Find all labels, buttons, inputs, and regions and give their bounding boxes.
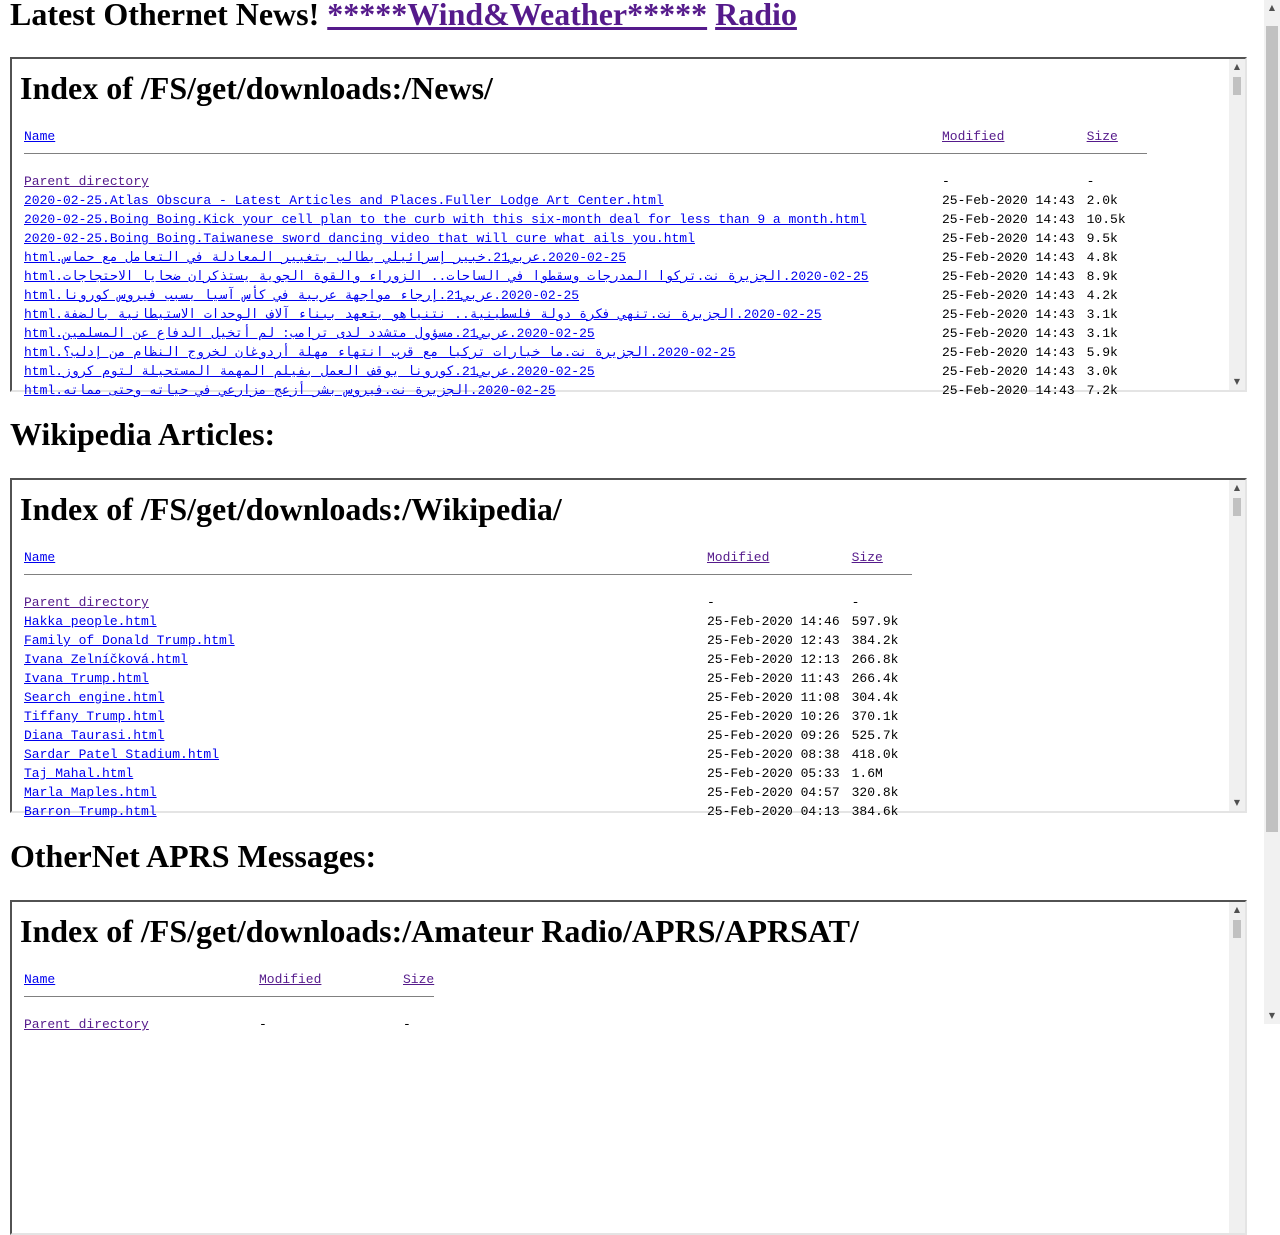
name-cell — [20, 324, 930, 343]
aprs-file-table — [20, 972, 434, 1034]
col-size-header[interactable] — [1075, 129, 1147, 153]
name-cell — [20, 631, 695, 650]
size-cell: 3.1k — [1086, 307, 1118, 322]
wikipedia-frame-scrollbar[interactable] — [1229, 480, 1245, 811]
name-cell — [20, 1015, 247, 1034]
sort-by-modified-link[interactable]: Modified — [942, 129, 1005, 144]
page-scroll-down-arrow-icon[interactable]: ▼ — [1268, 1011, 1276, 1020]
news-heading-text: Latest Othernet News! — [10, 0, 320, 32]
file-link[interactable]: Family_of_Donald_Trump.html — [24, 633, 235, 648]
parent-directory-row[interactable] — [20, 593, 912, 612]
file-link[interactable]: Search_engine.html — [24, 690, 165, 705]
table-row[interactable] — [20, 612, 912, 631]
file-link[interactable]: 2020-02-25.عربي21.خبير إسرائيلي يطالب بتغيير المعادلة في التعامل مع حماس.html — [24, 250, 626, 265]
modified-cell: 25-Feb-2020 14:46 — [707, 614, 840, 629]
modified-cell: 25-Feb-2020 14:43 — [942, 193, 1075, 208]
table-row[interactable] — [20, 362, 1147, 381]
size-cell: - — [1086, 174, 1095, 189]
aprs-index-title: Index of /FS/get/downloads:/Amateur Radio/APRS/APRSAT/ — [20, 913, 859, 949]
size-cell: 266.8k — [851, 652, 899, 667]
name-cell — [20, 286, 930, 305]
name-cell — [20, 191, 930, 210]
size-cell: 9.5k — [1086, 231, 1118, 246]
modified-cell: 25-Feb-2020 11:43 — [707, 671, 840, 686]
parent-directory-link[interactable]: Parent directory — [24, 1017, 149, 1032]
size-cell: 266.4k — [851, 671, 899, 686]
table-header-row — [20, 972, 434, 996]
col-size-header[interactable] — [840, 550, 912, 574]
modified-cell: 25-Feb-2020 14:43 — [942, 383, 1075, 398]
name-cell — [20, 745, 695, 764]
wikipedia-index-title: Index of /FS/get/downloads:/Wikipedia/ — [20, 491, 562, 527]
modified-cell: 25-Feb-2020 14:43 — [942, 307, 1075, 322]
size-cell: 10.5k — [1086, 212, 1126, 227]
name-cell — [20, 362, 930, 381]
file-link[interactable]: 2020-02-25.الجزيرة نت.تركوا المدرجات وسقطوا في الساحات.. الزوراء والقوة الجوية يستذكران ضحايا الاحتجاجات.html — [24, 269, 869, 284]
file-link[interactable]: 2020-02-25.الجزيرة نت.تنهي فكرة دولة فلسطينية.. نتنياهو يتعهد ببناء آلاف الوحدات الاستيطانية بالضفة.html — [24, 307, 822, 322]
modified-cell: 25-Feb-2020 11:08 — [707, 690, 840, 705]
table-row[interactable] — [20, 688, 912, 707]
modified-cell: 25-Feb-2020 14:43 — [942, 288, 1075, 303]
file-link[interactable]: 2020-02-25.عربي21.إرجاء مواجهة عربية في كأس آسيا بسبب فيروس كورونا.html — [24, 288, 580, 303]
size-cell: 384.6k — [851, 804, 899, 819]
table-row[interactable] — [20, 783, 912, 802]
name-cell — [20, 229, 930, 248]
size-cell: 304.4k — [851, 690, 899, 705]
file-link[interactable]: 2020-02-25.Boing Boing.Taiwanese sword dancing video that will cure what ails you.html — [24, 231, 695, 246]
table-row[interactable] — [20, 745, 912, 764]
file-link[interactable]: 2020-02-25.الجزيرة نت.فيروس بشر أزعج مزارعي في حياته وحتى مماته.html — [24, 383, 556, 398]
scroll-thumb[interactable] — [1233, 498, 1241, 516]
sort-by-modified-link[interactable]: Modified — [707, 550, 770, 565]
size-cell: 3.0k — [1086, 364, 1118, 379]
size-cell: - — [851, 595, 860, 610]
name-cell — [20, 802, 695, 821]
wind-weather-link[interactable]: *****Wind&Weather***** — [327, 0, 708, 32]
modified-cell: 25-Feb-2020 09:26 — [707, 728, 840, 743]
file-link[interactable]: 2020-02-25.Atlas Obscura - Latest Articles and Places.Fuller Lodge Art Center.html — [24, 193, 664, 208]
modified-cell: 25-Feb-2020 08:38 — [707, 747, 840, 762]
table-row[interactable] — [20, 726, 912, 745]
size-cell: 418.0k — [851, 747, 899, 762]
size-cell: 2.0k — [1086, 193, 1118, 208]
file-link[interactable]: 2020-02-25.عربي21.مسؤول متشدد لدى ترامب: لم أتخيل الدفاع عن المسلمين.html — [24, 326, 595, 341]
sort-by-name-link[interactable]: Name — [24, 550, 56, 565]
page-scroll-up-arrow-icon[interactable]: ▲ — [1268, 3, 1276, 12]
modified-cell: 25-Feb-2020 14:43 — [942, 364, 1075, 379]
scroll-thumb[interactable] — [1233, 920, 1241, 938]
scroll-thumb[interactable] — [1233, 77, 1241, 95]
name-cell — [20, 726, 695, 745]
name-cell — [20, 764, 695, 783]
table-row[interactable] — [20, 343, 1147, 362]
col-modified-header[interactable] — [247, 972, 391, 996]
table-row[interactable] — [20, 267, 1147, 286]
header-rule — [20, 153, 1147, 172]
scroll-down-arrow-icon[interactable]: ▼ — [1233, 798, 1241, 807]
wikipedia-heading: Wikipedia Articles: — [10, 416, 276, 452]
file-link[interactable]: Marla_Maples.html — [24, 785, 157, 800]
file-link[interactable]: Taj_Mahal.html — [24, 766, 134, 781]
header-rule — [20, 996, 434, 1015]
modified-cell: 25-Feb-2020 14:43 — [942, 250, 1075, 265]
name-cell — [20, 612, 695, 631]
size-cell: 1.6M — [851, 766, 883, 781]
size-cell: 7.2k — [1086, 383, 1118, 398]
modified-cell: 25-Feb-2020 10:26 — [707, 709, 840, 724]
name-cell — [20, 650, 695, 669]
table-row[interactable] — [20, 210, 1147, 229]
sort-by-name-link[interactable]: Name — [24, 129, 56, 144]
modified-cell: 25-Feb-2020 05:33 — [707, 766, 840, 781]
name-cell — [20, 248, 930, 267]
news-index-content — [12, 59, 1229, 398]
modified-cell: 25-Feb-2020 12:13 — [707, 652, 840, 667]
name-cell — [20, 210, 930, 229]
table-row[interactable] — [20, 305, 1147, 324]
size-cell: 3.1k — [1086, 326, 1118, 341]
size-cell: 4.2k — [1086, 288, 1118, 303]
size-cell: 597.9k — [851, 614, 899, 629]
aprs-index-frame[interactable] — [10, 900, 1247, 1235]
col-modified-header[interactable] — [930, 129, 1075, 153]
news-frame-scrollbar[interactable] — [1229, 59, 1245, 390]
table-row[interactable] — [20, 764, 912, 783]
file-link[interactable]: Hakka_people.html — [24, 614, 157, 629]
table-row[interactable] — [20, 191, 1147, 210]
parent-directory-link[interactable]: Parent directory — [24, 595, 149, 610]
name-cell — [20, 381, 930, 400]
size-cell: - — [403, 1017, 411, 1032]
name-cell — [20, 172, 930, 191]
col-name-header[interactable] — [20, 550, 695, 574]
name-cell — [20, 707, 695, 726]
file-link[interactable]: Diana_Taurasi.html — [24, 728, 165, 743]
modified-cell: 25-Feb-2020 04:13 — [707, 804, 840, 819]
news-index-title: Index of /FS/get/downloads:/News/ — [20, 70, 493, 106]
table-row[interactable] — [20, 324, 1147, 343]
name-cell — [20, 783, 695, 802]
news-file-table — [20, 129, 1147, 400]
sort-by-name-link[interactable]: Name — [24, 972, 56, 987]
table-row[interactable] — [20, 248, 1147, 267]
size-cell: 4.8k — [1086, 250, 1118, 265]
header-rule — [20, 574, 912, 593]
file-link[interactable]: 2020-02-25.عربي21.كورونا يوقف العمل بفيلم المهمة المستحيلة لتوم كروز.html — [24, 364, 595, 379]
wikipedia-index-frame[interactable] — [10, 478, 1247, 819]
scroll-up-arrow-icon[interactable]: ▲ — [1233, 483, 1241, 492]
sort-by-modified-link[interactable]: Modified — [259, 972, 322, 987]
news-heading — [10, 0, 797, 32]
modified-cell: 25-Feb-2020 14:43 — [942, 269, 1075, 284]
file-link[interactable]: 2020-02-25.Boing Boing.Kick your cell plan to the curb with this six-month deal for less than 9 a month.html — [24, 212, 867, 227]
name-cell — [20, 688, 695, 707]
table-row[interactable] — [20, 707, 912, 726]
name-cell — [20, 593, 695, 612]
table-header-row — [20, 129, 1147, 153]
file-link[interactable]: Barron_Trump.html — [24, 804, 157, 819]
size-cell: 320.8k — [851, 785, 899, 800]
table-row[interactable] — [20, 669, 912, 688]
wikipedia-index-content — [12, 480, 1229, 819]
size-cell: 8.9k — [1086, 269, 1118, 284]
scroll-down-arrow-icon[interactable]: ▼ — [1233, 377, 1241, 386]
table-row[interactable] — [20, 381, 1147, 400]
name-cell — [20, 267, 930, 286]
parent-directory-row[interactable] — [20, 172, 1147, 191]
scroll-up-arrow-icon[interactable]: ▲ — [1233, 905, 1241, 914]
file-link[interactable]: Ivana_Trump.html — [24, 671, 149, 686]
modified-cell: - — [259, 1017, 267, 1032]
size-cell: 5.9k — [1086, 345, 1118, 360]
sort-by-size-link[interactable]: Size — [1086, 129, 1118, 144]
aprs-index-content — [12, 902, 1229, 1233]
name-cell — [20, 669, 695, 688]
name-cell — [20, 343, 930, 362]
col-size-header[interactable] — [391, 972, 434, 996]
aprs-frame-scrollbar[interactable] — [1229, 902, 1245, 1233]
table-header-row — [20, 550, 912, 574]
scroll-up-arrow-icon[interactable]: ▲ — [1233, 62, 1241, 71]
file-link[interactable]: Tiffany_Trump.html — [24, 709, 165, 724]
modified-cell: 25-Feb-2020 04:57 — [707, 785, 840, 800]
table-row[interactable] — [20, 229, 1147, 248]
modified-cell: 25-Feb-2020 14:43 — [942, 326, 1075, 341]
modified-cell: 25-Feb-2020 14:43 — [942, 231, 1075, 246]
parent-directory-row[interactable] — [20, 1015, 434, 1034]
modified-cell: 25-Feb-2020 14:43 — [942, 345, 1075, 360]
wikipedia-file-table — [20, 550, 912, 821]
modified-cell: - — [707, 595, 715, 610]
col-modified-header[interactable] — [695, 550, 840, 574]
file-link[interactable]: 2020-02-25.الجزيرة نت.ما خيارات تركيا مع قرب انتهاء مهلة أردوغان لخروج النظام من إدلب؟.html — [24, 345, 736, 360]
table-row[interactable] — [20, 631, 912, 650]
radio-link[interactable]: Radio — [715, 0, 797, 32]
size-cell: 370.1k — [851, 709, 899, 724]
page-scroll-thumb[interactable] — [1266, 26, 1278, 832]
aprs-heading: OtherNet APRS Messages: — [10, 838, 377, 874]
modified-cell: 25-Feb-2020 12:43 — [707, 633, 840, 648]
modified-cell: 25-Feb-2020 14:43 — [942, 212, 1075, 227]
file-link[interactable]: Ivana_Zelníčková.html — [24, 652, 188, 667]
sort-by-size-link[interactable]: Size — [403, 972, 435, 987]
parent-directory-link[interactable]: Parent directory — [24, 174, 149, 189]
col-name-header[interactable] — [20, 972, 247, 996]
page-scrollbar[interactable] — [1264, 0, 1280, 1024]
file-link[interactable]: Sardar_Patel_Stadium.html — [24, 747, 220, 762]
size-cell: 384.2k — [851, 633, 899, 648]
name-cell — [20, 305, 930, 324]
table-row[interactable] — [20, 650, 912, 669]
modified-cell: - — [942, 174, 950, 189]
table-row[interactable] — [20, 286, 1147, 305]
col-name-header[interactable] — [20, 129, 930, 153]
news-index-frame[interactable] — [10, 57, 1247, 398]
size-cell: 525.7k — [851, 728, 899, 743]
table-row[interactable] — [20, 802, 912, 821]
sort-by-size-link[interactable]: Size — [851, 550, 883, 565]
